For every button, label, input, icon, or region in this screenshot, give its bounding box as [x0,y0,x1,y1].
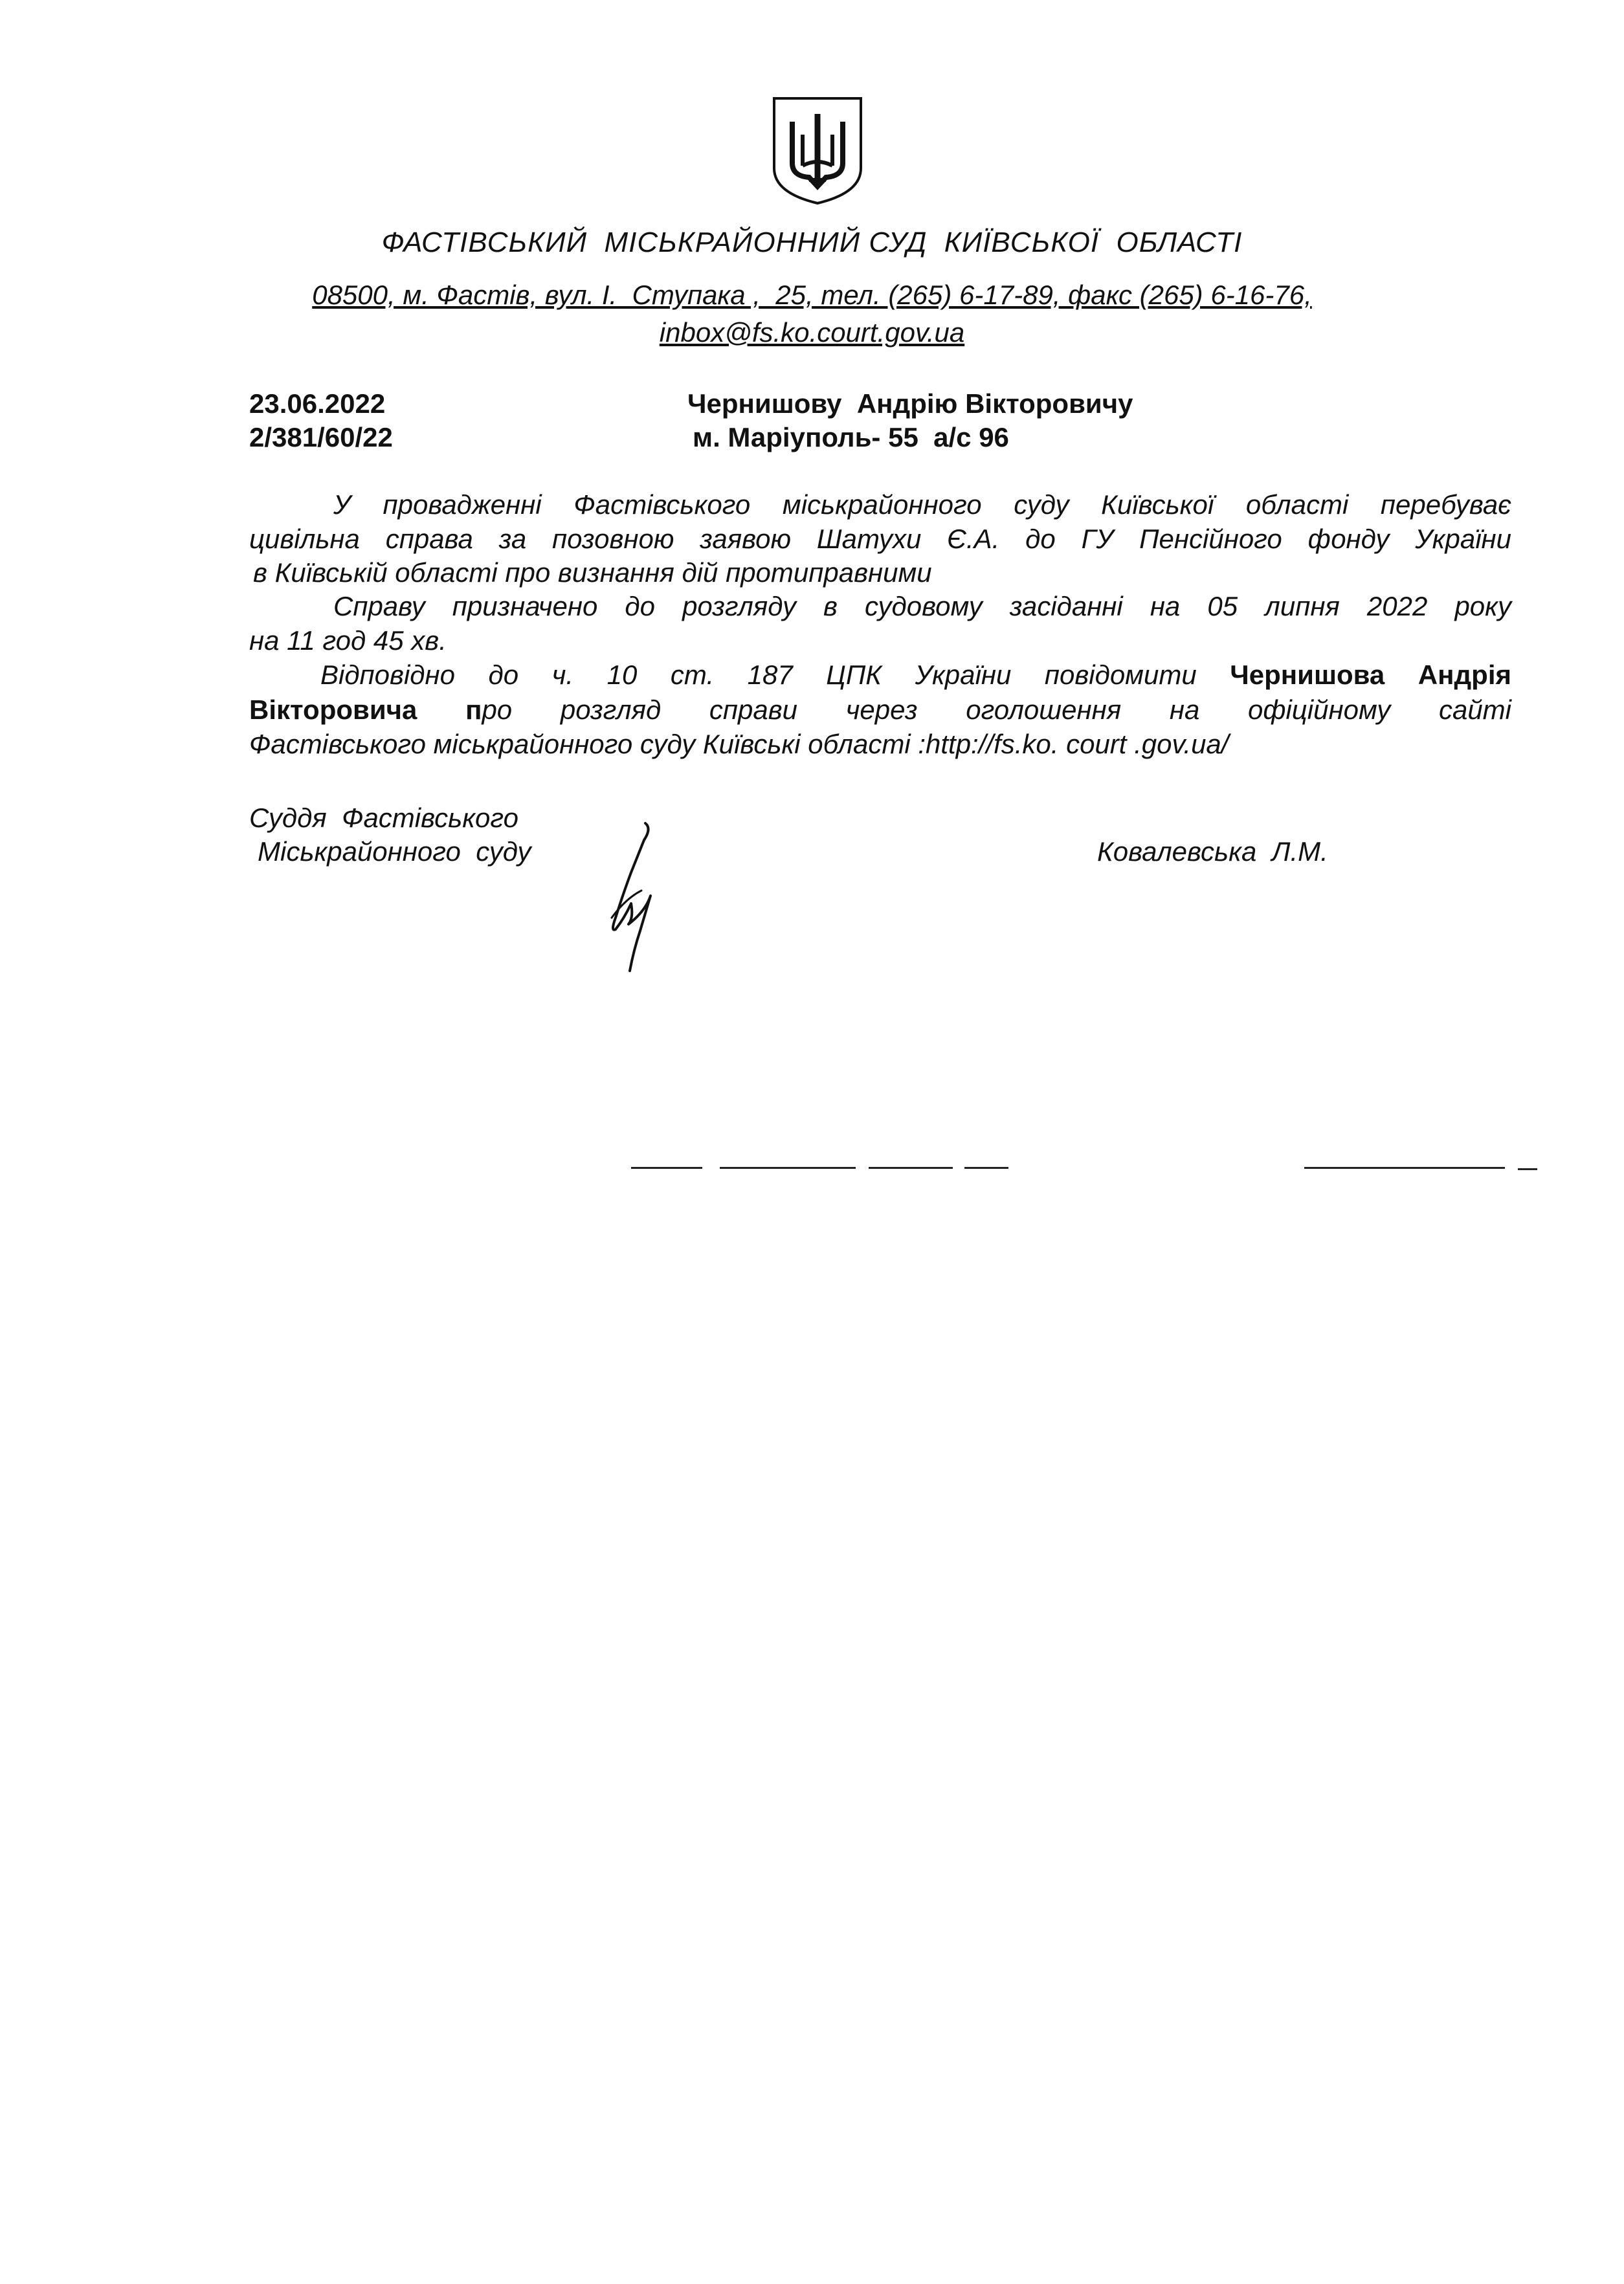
scan-artifact-line [720,1167,856,1169]
scan-artifact-line [1518,1168,1537,1170]
body-line [249,659,1511,691]
scan-artifact-line [1304,1167,1505,1169]
court-name-heading: ФАСТІВСЬКИЙ МІСЬКРАЙОННИЙ СУД КИЇВСЬКОЇ ОБЛАСТІ [381,227,1243,258]
judge-name: Ковалевська Л.М. [1097,836,1328,867]
body-line: У провадженні Фастівського міськрайонного суду Київської області перебуває [333,489,1511,520]
judge-title-line-2: Міськрайонного суду [258,836,531,867]
judge-title-line-1: Суддя Фастівського [249,803,519,833]
recipient-address: м. Маріуполь- 55 а/с 96 [693,422,1009,452]
scan-artifact-line [964,1167,1008,1169]
trident-emblem-icon [770,96,865,206]
body-line: цивільна справа за позовною заявою Шатухи Є.А. до ГУ Пенсійного фонду України [249,524,1511,554]
body-line: на 11 год 45 хв. [249,625,447,656]
body-line: Справу призначено до розгляду в судовому засіданні на 05 липня 2022 року [333,591,1511,621]
scan-artifact-line [631,1167,702,1169]
case-number: 2/381/60/22 [249,422,393,452]
court-email-link[interactable]: inbox@fs.ko.court.gov.ua [659,317,965,348]
scan-artifact-line [869,1167,953,1169]
respondent-name-bold: Вікторовича п [249,694,482,725]
court-address-line: 08500, м. Фастів, вул. І. Ступака , 25, тел. (265) 6-17-89, факс (265) 6-16-76, [312,280,1312,310]
document-date: 23.06.2022 [249,388,386,419]
body-text: Відповідно до ч. 10 ст. 187 ЦПК України повідомити [320,660,1230,690]
body-line: Фастівського міськрайонного суду Київські області :http://fs.ko. court .gov.ua/ [249,729,1229,759]
respondent-name-bold: Чернишова Андрія [1230,660,1512,690]
handwritten-signature [586,821,670,976]
body-text: ро розгляд справи через оголошення на офіційному сайті [482,694,1511,725]
body-line: в Київській області про визнання дій протиправними [253,557,932,588]
recipient-name: Чернишову Андрію Вікторовичу [687,388,1133,419]
body-line [249,694,1511,726]
